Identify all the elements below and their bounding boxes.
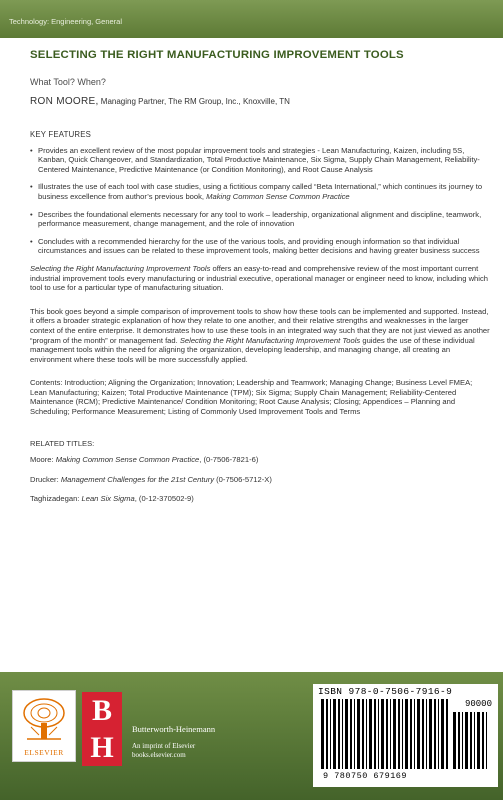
bh-logo-letters: B H	[90, 694, 114, 764]
author-line	[30, 96, 290, 107]
barcode-bar	[338, 699, 340, 769]
key-feature-item: • Describes the foundational elements necessary for any tool to work – leadership, organizational alignment and discipline, teamwork, performance measurement, change management, and the role of innovation	[30, 210, 490, 229]
barcode-bar	[453, 712, 456, 769]
related-title-item: Taghizadegan: Lean Six Sigma, (0-12-370502-9)	[30, 494, 194, 504]
barcode-bar	[429, 699, 432, 769]
barcode-bar	[414, 699, 415, 769]
author-role: Managing Partner, The RM Group, Inc., Knoxville, TN	[100, 97, 290, 106]
barcode-bar	[398, 699, 400, 769]
back-cover-text	[30, 130, 490, 514]
price-code: 90000	[464, 699, 492, 709]
barcode-bar	[458, 712, 460, 769]
barcode-bar	[342, 699, 343, 769]
barcode-bar	[441, 699, 444, 769]
key-features-heading: KEY FEATURES	[30, 130, 92, 139]
key-feature-item: • Provides an excellent review of the most popular improvement tools and strategies - Lean Manufacturing, Kaizen, including 5S, Kanban, Quick Changeover, and Standardization, Total Productive Maintenance, Six Sigma, Supply Chain Management, Reliability-Centered Maintenance, Predictive Maintenance (or Condition Monitoring), and Root Cause Analysis	[30, 146, 490, 175]
barcode-bar	[474, 712, 475, 769]
book-subtitle: What Tool? When?	[30, 77, 106, 87]
barcode-bar	[477, 712, 480, 769]
related-title-item: Drucker: Management Challenges for the 21st Century (0-7506-5712-X)	[30, 474, 272, 484]
author-name: RON MOORE,	[30, 96, 99, 107]
publisher-name: Butterworth-Heinemann	[132, 724, 216, 734]
barcode-bar	[350, 699, 352, 769]
related-titles-heading: RELATED TITLES:	[30, 438, 95, 448]
related-title-item: Moore: Making Common Sense Common Practice, (0-7506-7821-6)	[30, 455, 259, 465]
category-label: Technology: Engineering, General	[9, 17, 122, 26]
barcode-bar	[330, 699, 331, 769]
elsevier-wordmark: ELSEVIER	[24, 748, 64, 757]
barcode-panel	[313, 684, 498, 787]
barcode-bar	[402, 699, 403, 769]
barcode-bar	[386, 699, 388, 769]
contents-paragraph: Contents: Introduction; Aligning the Organization; Innovation; Leadership and Teamwork; Managing Change; Business Level FMEA; Lean Manufacturing; Kaizen; Total Productive Maintenance (TPM); Six Sigma; Supply Chain Management; Reliability-Centered Maintenance (RCM); Predictive Maintenance/ Condition Monitoring; Root Cause Analysis; Closing; Appendices – Planning and Scheduling; Performance Measurement; Listing of Commonly Used Improvement Tools and Terms	[30, 378, 473, 417]
isbn-label: ISBN 978-0-7506-7916-9	[318, 686, 453, 697]
barcode-bar	[446, 699, 448, 769]
barcode-bar	[354, 699, 355, 769]
barcode-bar	[390, 699, 391, 769]
barcode-bar	[417, 699, 420, 769]
barcode-bar	[405, 699, 408, 769]
key-feature-item: • Concludes with a recommended hierarchy for the use of the various tools, and providing enough information so that individual circumstances and issues can be related to these improvement tools, making better decisions and having greater business success	[30, 237, 490, 256]
barcode-bar	[357, 699, 360, 769]
barcode-bar	[374, 699, 376, 769]
barcode-bar	[333, 699, 336, 769]
imprint-text: An imprint of Elsevier books.elsevier.com	[132, 742, 196, 759]
description-paragraph-1: Selecting the Right Manufacturing Improvement Tools offers an easy-to-read and comprehensive review of the most important current industrial improvement tools every manufacturing or industrial executive, operational manager or engineer need to know, including which tool to use for a particular type of manufacturing situation.	[30, 263, 488, 293]
barcode-bar	[393, 699, 396, 769]
bh-logo	[82, 692, 122, 766]
barcode-bar	[438, 699, 439, 769]
key-feature-item: • Illustrates the use of each tool with case studies, using a fictitious company called “Beta International,” which continues its journey to business excellence from author’s previous book, Making Common Sense Common Practice	[30, 182, 490, 201]
elsevier-logo	[12, 690, 76, 762]
barcode-bar	[381, 699, 384, 769]
barcode-bar	[434, 699, 436, 769]
barcode-bar	[378, 699, 379, 769]
barcode-bar	[462, 712, 463, 769]
addon-barcode	[453, 712, 491, 769]
barcode-bar	[410, 699, 412, 769]
barcode-bar	[366, 699, 367, 769]
barcode-bar	[486, 712, 487, 769]
barcode-bar	[326, 699, 328, 769]
description-paragraph-2: This book goes beyond a simple comparison of improvement tools to show how these tools can be implemented and supported. Instead, it offers a broader strategic explanation of how they relate to one another, and their relative strengths and weaknesses in the larger context of the entire enterprise. It demonstrates how to use these tools in an integrated way such that they are not just viewed as another “program of the month” or management fad. Selecting the Right Manufacturing Improvement Tools guides the use of these individual management tools within the need for aligning the organization, developing leadership, and managing change, all creating an environment where these tools will be more successfully applied.	[30, 306, 490, 364]
barcode-number: 9 780750 679169	[323, 771, 408, 781]
barcode-bar	[426, 699, 427, 769]
barcode-bar	[362, 699, 364, 769]
barcode-bar	[465, 712, 468, 769]
barcode-bar	[422, 699, 424, 769]
book-title: SELECTING THE RIGHT MANUFACTURING IMPROVEMENT TOOLS	[30, 49, 404, 61]
key-features-list	[30, 146, 490, 256]
barcode-bar	[470, 712, 472, 769]
barcode-bar	[369, 699, 372, 769]
ean-barcode	[321, 699, 451, 769]
barcode-bar	[345, 699, 348, 769]
elsevier-tree-icon	[19, 697, 69, 741]
barcode-bar	[321, 699, 324, 769]
barcode-bar	[482, 712, 484, 769]
